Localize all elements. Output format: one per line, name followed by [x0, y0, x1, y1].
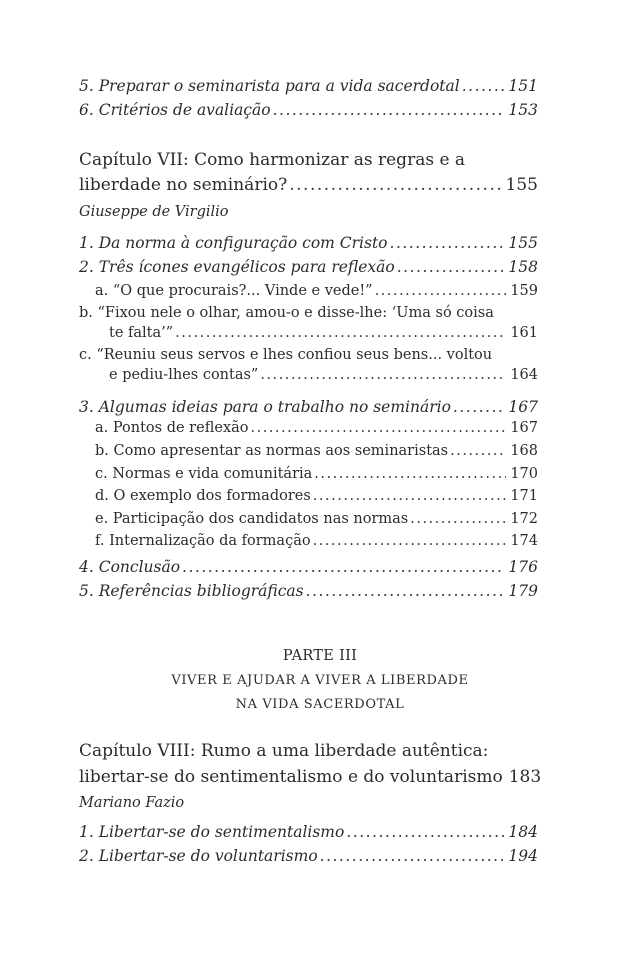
toc-page-number: 167: [508, 398, 538, 416]
toc-subentry[interactable]: [95, 283, 538, 300]
dot-leader: [453, 398, 504, 417]
dot-leader: [397, 258, 505, 277]
toc-page-number: 179: [508, 582, 538, 600]
dot-leader: [390, 234, 505, 253]
toc-subentry-line1[interactable]: b. “Fixou nele o olhar, amou-o e disse-lhe: ‘Uma só coisa: [79, 305, 494, 321]
toc-page-number: 155: [505, 175, 538, 195]
dot-leader: [273, 101, 505, 120]
dot-leader: [410, 511, 506, 528]
toc-entry[interactable]: [79, 101, 538, 120]
dot-leader: [313, 488, 507, 505]
toc-page-number: 183: [508, 767, 542, 787]
toc-page-number: 171: [510, 488, 538, 504]
toc-entry-title: d. O exemplo dos formadores: [95, 488, 311, 504]
chapter-8-entry[interactable]: [79, 767, 542, 787]
dot-leader: [175, 325, 506, 342]
toc-entry-title: te falta’”: [109, 325, 174, 341]
toc-subentry[interactable]: [95, 443, 538, 460]
toc-page-number: 151: [508, 77, 538, 95]
dot-leader: [306, 582, 505, 601]
chapter-7-title-line2: liberdade no seminário?: [79, 175, 288, 195]
part-3-title-line1: VIVER E AJUDAR A VIVER A LIBERDADE: [171, 673, 469, 688]
toc-entry-title: 4. Conclusão: [79, 558, 181, 576]
chapter-8-author: Mariano Fazio: [79, 795, 185, 811]
toc-entry-title: 1. Da norma à configuração com Cristo: [79, 234, 388, 252]
toc-entry-title: 1. Libertar-se do sentimentalismo: [79, 823, 345, 841]
part-3-title-line2: NA VIDA SACERDOTAL: [235, 697, 405, 712]
dot-leader: [182, 558, 504, 577]
toc-entry-title: 2. Libertar-se do voluntarismo: [79, 847, 318, 865]
toc-subentry[interactable]: [109, 325, 538, 342]
toc-entry-title: 6. Critérios de avaliação: [79, 101, 271, 119]
dot-leader: [313, 533, 507, 550]
toc-subentry[interactable]: [95, 420, 538, 437]
dot-leader: [462, 77, 505, 96]
toc-entry-title: c. Normas e vida comunitária: [95, 466, 313, 482]
toc-page-number: 168: [510, 443, 538, 459]
toc-entry[interactable]: [79, 258, 538, 277]
dot-leader: [450, 443, 506, 460]
toc-entry[interactable]: [79, 847, 538, 866]
toc-entry-title: a. “O que procurais?... Vinde e vede!”: [95, 283, 373, 299]
toc-page-number: 167: [510, 420, 538, 436]
chapter-7-title-line1: Capítulo VII: Como harmonizar as regras e a: [79, 150, 466, 170]
toc-subentry[interactable]: [95, 533, 538, 550]
toc-entry-title: 5. Preparar o seminarista para a vida sacerdotal: [79, 77, 460, 95]
toc-entry-title: a. Pontos de reflexão: [95, 420, 249, 436]
chapter-8-title-line1: Capítulo VIII: Rumo a uma liberdade autêntica:: [79, 741, 489, 761]
toc-page-number: 158: [508, 258, 538, 276]
toc-entry-title: b. Como apresentar as normas aos seminaristas: [95, 443, 449, 459]
chapter-8-title-line2: libertar-se do sentimentalismo e do voluntarismo: [79, 767, 503, 787]
chapter-7-entry[interactable]: [79, 175, 538, 195]
toc-subentry-line1[interactable]: c. “Reuniu seus servos e lhes confiou seus bens... voltou: [79, 347, 493, 363]
toc-page-number: 194: [508, 847, 538, 865]
toc-entry-title: f. Internalização da formação: [95, 533, 311, 549]
toc-entry[interactable]: [79, 582, 538, 601]
dot-leader: [251, 420, 507, 437]
toc-page-number: 176: [508, 558, 538, 576]
toc-subentry[interactable]: [95, 466, 538, 483]
part-3-label: PARTE III: [282, 648, 358, 664]
toc-entry-title: 3. Algumas ideias para o trabalho no seminário: [79, 398, 451, 416]
dot-leader: [320, 847, 505, 866]
dot-leader: [260, 367, 506, 384]
toc-entry[interactable]: [79, 823, 538, 842]
toc-page-number: 159: [510, 283, 538, 299]
toc-entry[interactable]: [79, 77, 538, 96]
toc-page-number: 174: [510, 533, 538, 549]
toc-entry-title: e. Participação dos candidatos nas normas: [95, 511, 409, 527]
toc-page-number: 161: [510, 325, 538, 341]
toc-subentry[interactable]: [109, 367, 538, 384]
toc-entry[interactable]: [79, 398, 538, 417]
toc-page-number: 172: [510, 511, 538, 527]
toc-page-number: 164: [510, 367, 538, 383]
toc-page-number: 153: [508, 101, 538, 119]
dot-leader: [375, 283, 507, 300]
toc-entry-title: 5. Referências bibliográficas: [79, 582, 304, 600]
toc-page-number: 170: [510, 466, 538, 482]
toc-entry[interactable]: [79, 234, 538, 253]
toc-page-number: 184: [508, 823, 538, 841]
toc-page-number: 155: [508, 234, 538, 252]
toc-entry-title: 2. Três ícones evangélicos para reflexão: [79, 258, 395, 276]
toc-subentry[interactable]: [95, 511, 538, 528]
dot-leader: [314, 466, 506, 483]
dot-leader: [346, 823, 504, 842]
chapter-7-author: Giuseppe de Virgilio: [79, 204, 229, 220]
toc-entry-title: e pediu-lhes contas”: [109, 367, 259, 383]
toc-entry[interactable]: [79, 558, 538, 577]
toc-subentry[interactable]: [95, 488, 538, 505]
dot-leader: [289, 175, 501, 195]
